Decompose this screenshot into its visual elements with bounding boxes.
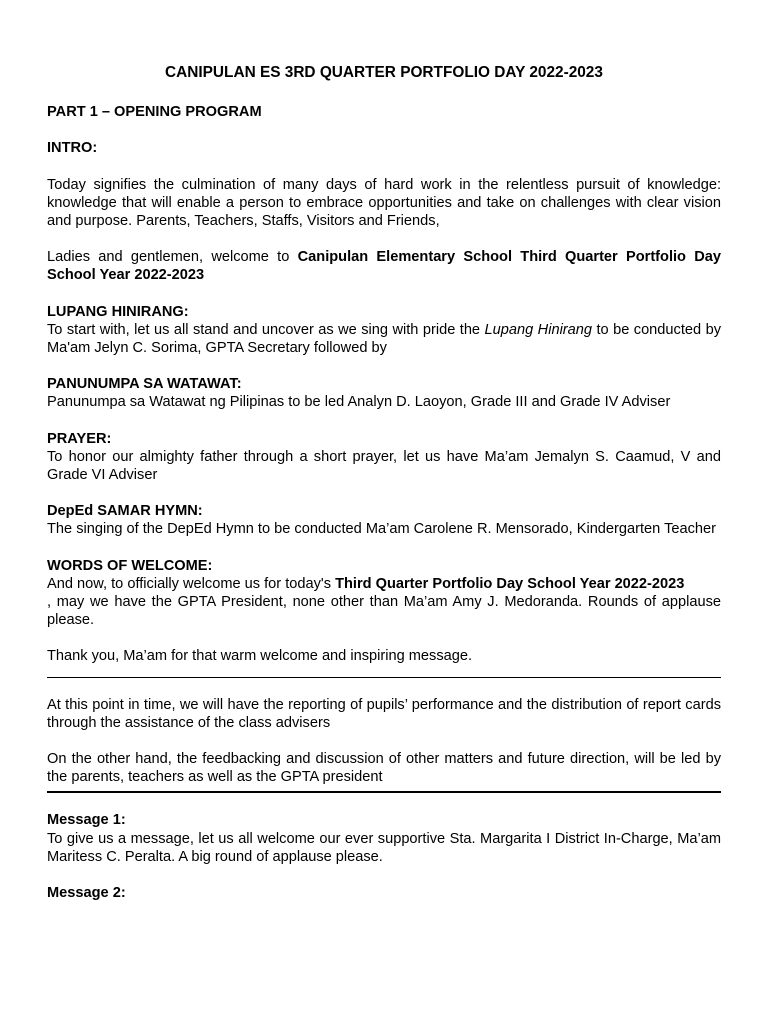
welcome-words-text-a: And now, to officially welcome us for today's bbox=[47, 575, 336, 592]
welcome-event-name: Third Quarter Portfolio Day School Year 2022-2023 bbox=[335, 575, 685, 592]
feedback-paragraph: On the other hand, the feedbacking and discussion of other matters and future direction, will be led by the parents, teachers as well as the GPTA president bbox=[47, 751, 721, 786]
prayer-heading: PRAYER: bbox=[47, 430, 112, 447]
document-content bbox=[47, 64, 721, 902]
message1-heading: Message 1: bbox=[47, 812, 126, 829]
lupang-text-a: To start with, let us all stand and uncover as we sing with pride the bbox=[47, 321, 485, 338]
message2-heading: Message 2: bbox=[47, 885, 126, 902]
message1-paragraph: To give us a message, let us all welcome our ever supportive Sta. Margarita I District In-Charge, Ma’am Maritess C. Peralta. A big round of applause please. bbox=[47, 830, 721, 865]
school-event-name: Canipulan Elementary School Third Quarter Portfolio Day School Year 2022-2023 bbox=[47, 249, 722, 284]
divider-line-thick bbox=[47, 791, 721, 793]
prayer-paragraph: To honor our almighty father through a short prayer, let us have Ma’am Jemalyn S. Caamud, V and Grade VI Adviser bbox=[47, 448, 721, 484]
reporting-paragraph: At this point in time, we will have the reporting of pupils’ performance and the distribution of report cards through the assistance of the class advisers bbox=[47, 696, 721, 731]
panunumpa-paragraph: Panunumpa sa Watawat ng Pilipinas to be led Analyn D. Laoyon, Grade III and Grade IV Adviser bbox=[47, 394, 671, 411]
welcome-heading: WORDS OF WELCOME: bbox=[47, 557, 213, 574]
welcome-words-text-b: , may we have the GPTA President, none other than Ma’am Amy J. Medoranda. Rounds of applause please. bbox=[47, 594, 721, 629]
welcome-text: Ladies and gentlemen, welcome to bbox=[47, 249, 298, 266]
lupang-text-b: to be conducted by Ma'am Jelyn C. Sorima, GPTA Secretary followed by bbox=[47, 321, 721, 357]
panunumpa-heading: PANUNUMPA SA WATAWAT: bbox=[47, 376, 242, 393]
document-title: CANIPULAN ES 3RD QUARTER PORTFOLIO DAY 2022-2023 bbox=[165, 64, 603, 81]
lupang-paragraph bbox=[47, 321, 721, 357]
hymn-heading: DepEd SAMAR HYMN: bbox=[47, 503, 203, 520]
lupang-heading: LUPANG HINIRANG: bbox=[47, 303, 189, 320]
welcome-paragraph bbox=[47, 248, 721, 284]
divider-line bbox=[47, 677, 721, 678]
lupang-title: Lupang Hinirang bbox=[484, 321, 593, 338]
intro-paragraph: Today signifies the culmination of many days of hard work in the relentless pursuit of knowledge: knowledge that will enable a person to embrace opportunities and take on challenges with clear vision and purpose. Parents, Teachers, Staffs, Visitors and Friends, bbox=[47, 176, 721, 230]
thanks-paragraph: Thank you, Ma’am for that warm welcome and inspiring message. bbox=[47, 648, 473, 665]
welcome-words-paragraph bbox=[47, 575, 721, 630]
intro-heading: INTRO: bbox=[47, 140, 98, 157]
hymn-paragraph: The singing of the DepEd Hymn to be conducted Ma’am Carolene R. Mensorado, Kindergarten Teacher bbox=[47, 521, 716, 538]
part1-heading: PART 1 – OPENING PROGRAM bbox=[47, 104, 262, 121]
